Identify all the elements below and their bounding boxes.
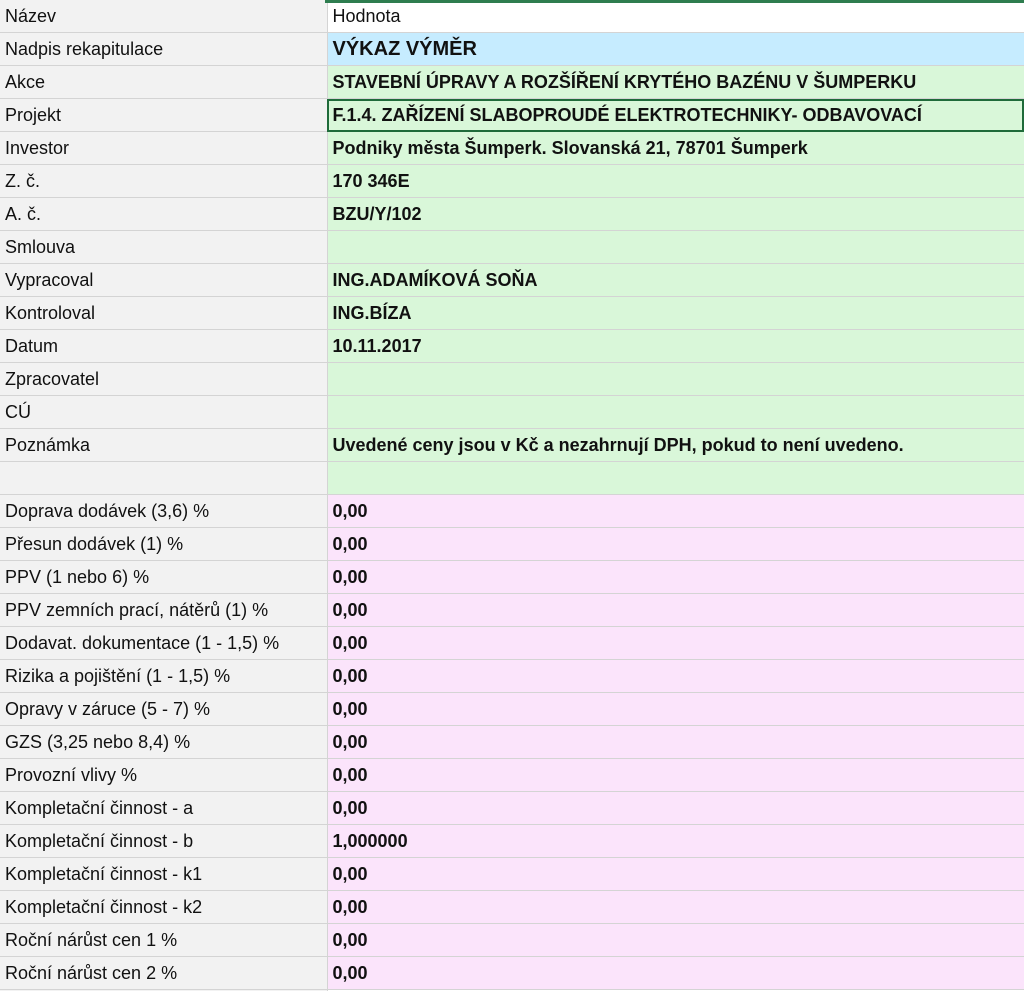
value-cell[interactable] — [327, 462, 1024, 495]
header-value-cell[interactable]: Hodnota — [327, 0, 1024, 33]
name-cell[interactable]: GZS (3,25 nebo 8,4) % — [0, 726, 327, 759]
value-cell[interactable]: 0,00 — [327, 957, 1024, 990]
name-cell[interactable]: Z. č. — [0, 165, 327, 198]
table-row — [0, 627, 1024, 660]
name-cell[interactable]: A. č. — [0, 198, 327, 231]
table-row — [0, 528, 1024, 561]
table-row — [0, 66, 1024, 99]
name-cell[interactable]: Kompletační činnost - k2 — [0, 891, 327, 924]
value-cell[interactable]: 0,00 — [327, 495, 1024, 528]
value-cell[interactable]: 0,00 — [327, 759, 1024, 792]
table-row — [0, 165, 1024, 198]
value-cell[interactable] — [327, 231, 1024, 264]
table-row — [0, 330, 1024, 363]
name-cell[interactable]: Doprava dodávek (3,6) % — [0, 495, 327, 528]
value-cell[interactable]: 0,00 — [327, 924, 1024, 957]
name-cell[interactable]: Nadpis rekapitulace — [0, 33, 327, 66]
value-cell[interactable]: 0,00 — [327, 693, 1024, 726]
name-cell[interactable]: Kompletační činnost - a — [0, 792, 327, 825]
value-cell[interactable]: 0,00 — [327, 528, 1024, 561]
selected-value-cell[interactable]: F.1.4. ZAŘÍZENÍ SLABOPROUDÉ ELEKTROTECHNIKY- ODBAVOVACÍ — [327, 99, 1024, 132]
table-row — [0, 957, 1024, 990]
header-row — [0, 0, 1024, 33]
table-row — [0, 99, 1024, 132]
table-row — [0, 264, 1024, 297]
value-cell[interactable] — [327, 363, 1024, 396]
table-row — [0, 198, 1024, 231]
table-row — [0, 495, 1024, 528]
name-cell[interactable]: Roční nárůst cen 2 % — [0, 957, 327, 990]
name-cell[interactable]: Projekt — [0, 99, 327, 132]
table-row — [0, 132, 1024, 165]
value-cell[interactable]: 0,00 — [327, 858, 1024, 891]
value-cell[interactable]: 0,00 — [327, 891, 1024, 924]
name-cell[interactable] — [0, 462, 327, 495]
value-cell[interactable]: ING.BÍZA — [327, 297, 1024, 330]
value-cell[interactable]: Podniky města Šumperk. Slovanská 21, 78701 Šumperk — [327, 132, 1024, 165]
table-row — [0, 462, 1024, 495]
name-cell[interactable]: Kompletační činnost - k1 — [0, 858, 327, 891]
table-row — [0, 33, 1024, 66]
value-cell[interactable]: 0,00 — [327, 594, 1024, 627]
header-accent-line — [325, 0, 1024, 3]
value-cell[interactable]: 0,00 — [327, 561, 1024, 594]
name-cell[interactable]: CÚ — [0, 396, 327, 429]
table-row — [0, 363, 1024, 396]
value-cell[interactable]: 0,00 — [327, 726, 1024, 759]
value-cell[interactable]: 10.11.2017 — [327, 330, 1024, 363]
name-cell[interactable]: Kontroloval — [0, 297, 327, 330]
name-cell[interactable]: Investor — [0, 132, 327, 165]
name-cell[interactable]: Dodavat. dokumentace (1 - 1,5) % — [0, 627, 327, 660]
value-cell[interactable]: 1,000000 — [327, 825, 1024, 858]
name-cell[interactable]: Kompletační činnost - b — [0, 825, 327, 858]
table-row — [0, 297, 1024, 330]
value-cell[interactable]: 0,00 — [327, 627, 1024, 660]
name-cell[interactable]: Přesun dodávek (1) % — [0, 528, 327, 561]
value-cell[interactable] — [327, 396, 1024, 429]
table-row — [0, 792, 1024, 825]
name-cell[interactable]: Opravy v záruce (5 - 7) % — [0, 693, 327, 726]
value-cell[interactable]: ING.ADAMÍKOVÁ SOŇA — [327, 264, 1024, 297]
table-row — [0, 891, 1024, 924]
table-row — [0, 924, 1024, 957]
value-cell[interactable]: 0,00 — [327, 660, 1024, 693]
name-cell[interactable]: Datum — [0, 330, 327, 363]
value-cell[interactable]: BZU/Y/102 — [327, 198, 1024, 231]
name-cell[interactable]: Vypracoval — [0, 264, 327, 297]
name-cell[interactable]: Poznámka — [0, 429, 327, 462]
name-cell[interactable]: PPV (1 nebo 6) % — [0, 561, 327, 594]
value-cell[interactable]: STAVEBNÍ ÚPRAVY A ROZŠÍŘENÍ KRYTÉHO BAZÉNU V ŠUMPERKU — [327, 66, 1024, 99]
name-cell[interactable]: PPV zemních prací, nátěrů (1) % — [0, 594, 327, 627]
header-name-cell[interactable]: Název — [0, 0, 327, 33]
table-row — [0, 858, 1024, 891]
name-cell[interactable]: Smlouva — [0, 231, 327, 264]
table-row — [0, 396, 1024, 429]
name-cell[interactable]: Rizika a pojištění (1 - 1,5) % — [0, 660, 327, 693]
table-row — [0, 660, 1024, 693]
table-row — [0, 429, 1024, 462]
table-row — [0, 594, 1024, 627]
name-cell[interactable]: Zpracovatel — [0, 363, 327, 396]
value-cell[interactable]: 0,00 — [327, 792, 1024, 825]
name-cell[interactable]: Roční nárůst cen 1 % — [0, 924, 327, 957]
name-cell[interactable]: Akce — [0, 66, 327, 99]
table-row — [0, 759, 1024, 792]
value-cell[interactable]: 170 346E — [327, 165, 1024, 198]
table-row — [0, 561, 1024, 594]
table-row — [0, 231, 1024, 264]
value-cell[interactable]: Uvedené ceny jsou v Kč a nezahrnují DPH, pokud to není uvedeno. — [327, 429, 1024, 462]
table-row — [0, 825, 1024, 858]
table-row — [0, 726, 1024, 759]
name-cell[interactable]: Provozní vlivy % — [0, 759, 327, 792]
value-cell[interactable]: VÝKAZ VÝMĚR — [327, 33, 1024, 66]
table-row — [0, 693, 1024, 726]
